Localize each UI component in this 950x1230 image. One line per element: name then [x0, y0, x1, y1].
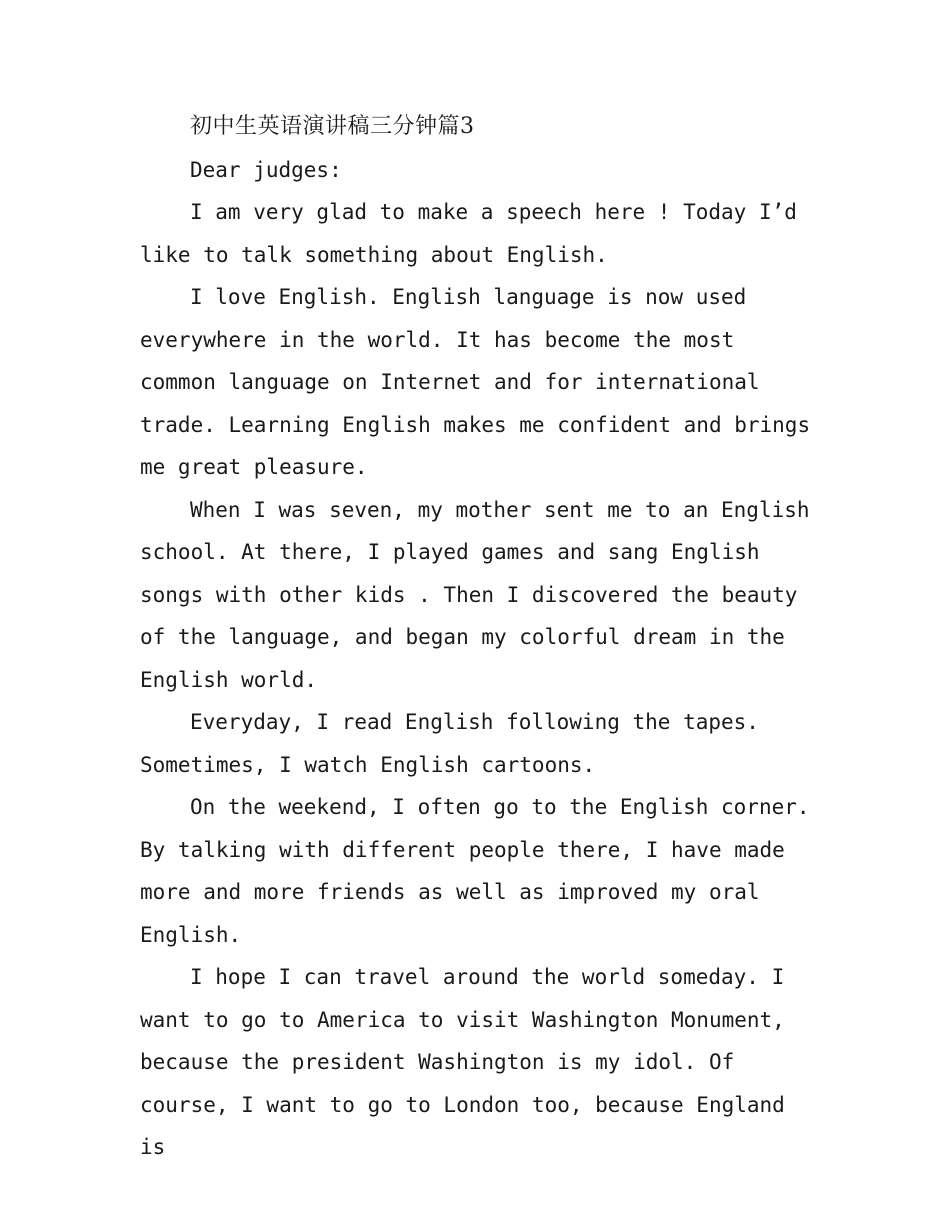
document-title: 初中生英语演讲稿三分钟篇3	[190, 114, 475, 139]
paragraph-greeting: Dear judges:	[190, 157, 342, 182]
document-body	[140, 106, 815, 1169]
paragraph-love-english: I love English. English language is now used everywhere in the world. It has become the most common language on Internet and for international trade. Learning English makes me confident and brings me great pleasure.	[140, 285, 811, 479]
paragraph-travel: I hope I can travel around the world someday. I want to go to America to visit Washington Monument, because the president Washington is my idol. Of course, I want to go to London too, because England is	[140, 965, 785, 1159]
paragraph-weekend: On the weekend, I often go to the English corner. By talking with different people there, I have made more and more friends as well as improved my oral English.	[140, 795, 810, 947]
paragraph-childhood: When I was seven, my mother sent me to an English school. At there, I played games and sang English songs with other kids . Then I discovered the beauty of the language, and began my colorful dream in the English world.	[140, 497, 810, 692]
paragraph-intro: I am very glad to make a speech here ! Today I’d like to talk something about English.	[140, 200, 797, 267]
paragraph-everyday: Everyday, I read English following the tapes. Sometimes, I watch English cartoons.	[140, 710, 759, 777]
